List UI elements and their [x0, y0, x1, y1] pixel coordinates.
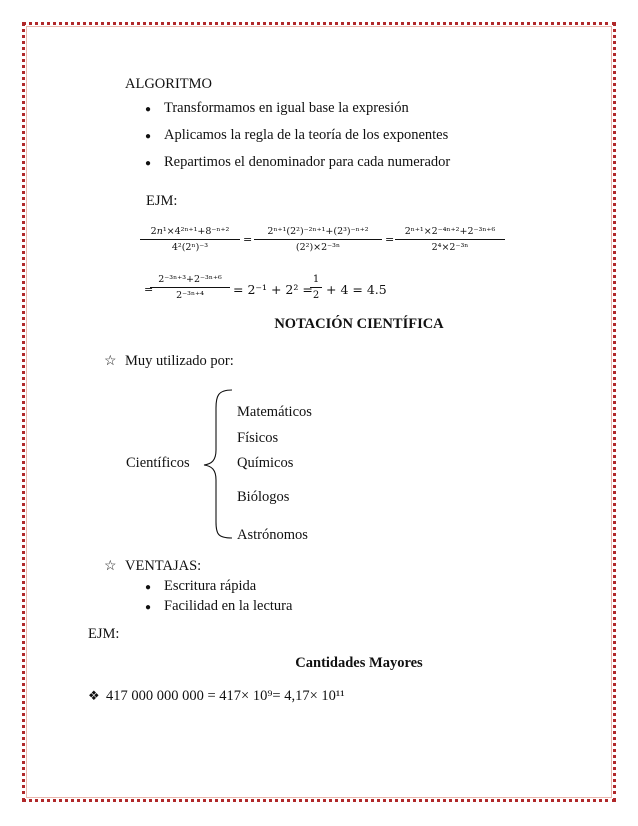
fraction-4-denominator: 2⁻³ⁿ⁺⁴	[176, 290, 204, 301]
star-icon: ☆	[104, 354, 117, 369]
fraction-3-denominator: 2⁴×2⁻³ⁿ	[431, 242, 469, 253]
item-quimicos: Químicos	[237, 455, 294, 471]
ejm-label-2: EJM:	[88, 626, 120, 642]
ventajas-label: VENTAJAS:	[125, 558, 202, 574]
cantidades-line: 417 000 000 000 = 417× 10⁹= 4,17× 10¹¹	[106, 688, 345, 704]
cantidades-title: Cantidades Mayores	[295, 655, 423, 671]
bullet-icon: ●	[145, 158, 152, 169]
muy-utilizado-label: Muy utilizado por:	[125, 353, 234, 369]
algoritmo-bullet-3: Repartimos el denominador para cada numerador	[164, 154, 451, 170]
fraction-3-numerator: 2ⁿ⁺¹×2⁻⁴ⁿ⁺²+2⁻³ⁿ⁺⁶	[395, 226, 505, 240]
item-biologos: Biólogos	[237, 489, 290, 505]
fraction-3	[395, 226, 505, 253]
diamond-icon: ❖	[88, 688, 100, 703]
equation-rest-a: = 2⁻¹ + 2² =	[233, 282, 313, 297]
equals-sign: =	[385, 233, 395, 246]
bullet-icon: ●	[145, 104, 152, 115]
ejm-label-1: EJM:	[146, 193, 178, 209]
fraction-1-numerator: 2𝑛¹×4²ⁿ⁺¹+8⁻ⁿ⁺²	[140, 226, 240, 240]
fraction-half	[310, 274, 322, 301]
item-astronomos: Astrónomos	[237, 527, 308, 543]
bullet-icon: ●	[145, 602, 152, 613]
ventaja-1: Escritura rápida	[164, 578, 257, 594]
fraction-1-denominator: 4²(2ⁿ)⁻³	[171, 242, 209, 253]
fraction-1	[140, 226, 240, 253]
equals-sign: =	[243, 233, 253, 246]
star-icon: ☆	[104, 559, 117, 574]
notacion-title: NOTACIÓN CIENTÍFICA	[274, 316, 444, 332]
bullet-icon: ●	[145, 582, 152, 593]
fraction-4-numerator: 2⁻³ⁿ⁺³+2⁻³ⁿ⁺⁶	[150, 274, 230, 288]
item-matematicos: Matemáticos	[237, 404, 312, 420]
fraction-half-denominator: 2	[312, 290, 320, 301]
equals-sign: =	[144, 283, 154, 296]
ventaja-2: Facilidad en la lectura	[164, 598, 293, 614]
fraction-2-numerator: 2ⁿ⁺¹(2²)⁻²ⁿ⁺¹+(2³)⁻ⁿ⁺²	[254, 226, 382, 240]
curly-brace-icon	[200, 388, 236, 540]
fraction-2	[254, 226, 382, 253]
algoritmo-title: ALGORITMO	[125, 76, 212, 92]
algoritmo-bullet-1: Transformamos en igual base la expresión	[164, 100, 409, 116]
item-fisicos: Físicos	[237, 430, 279, 446]
fraction-4	[150, 274, 230, 301]
fraction-2-denominator: (2²)×2⁻³ⁿ	[295, 242, 341, 253]
bullet-icon: ●	[145, 131, 152, 142]
cientificos-label: Científicos	[126, 455, 190, 471]
equation-rest-b: + 4 = 4.5	[326, 282, 387, 297]
fraction-half-numerator: 1	[310, 274, 322, 288]
algoritmo-bullet-2: Aplicamos la regla de la teoría de los exponentes	[164, 127, 449, 143]
